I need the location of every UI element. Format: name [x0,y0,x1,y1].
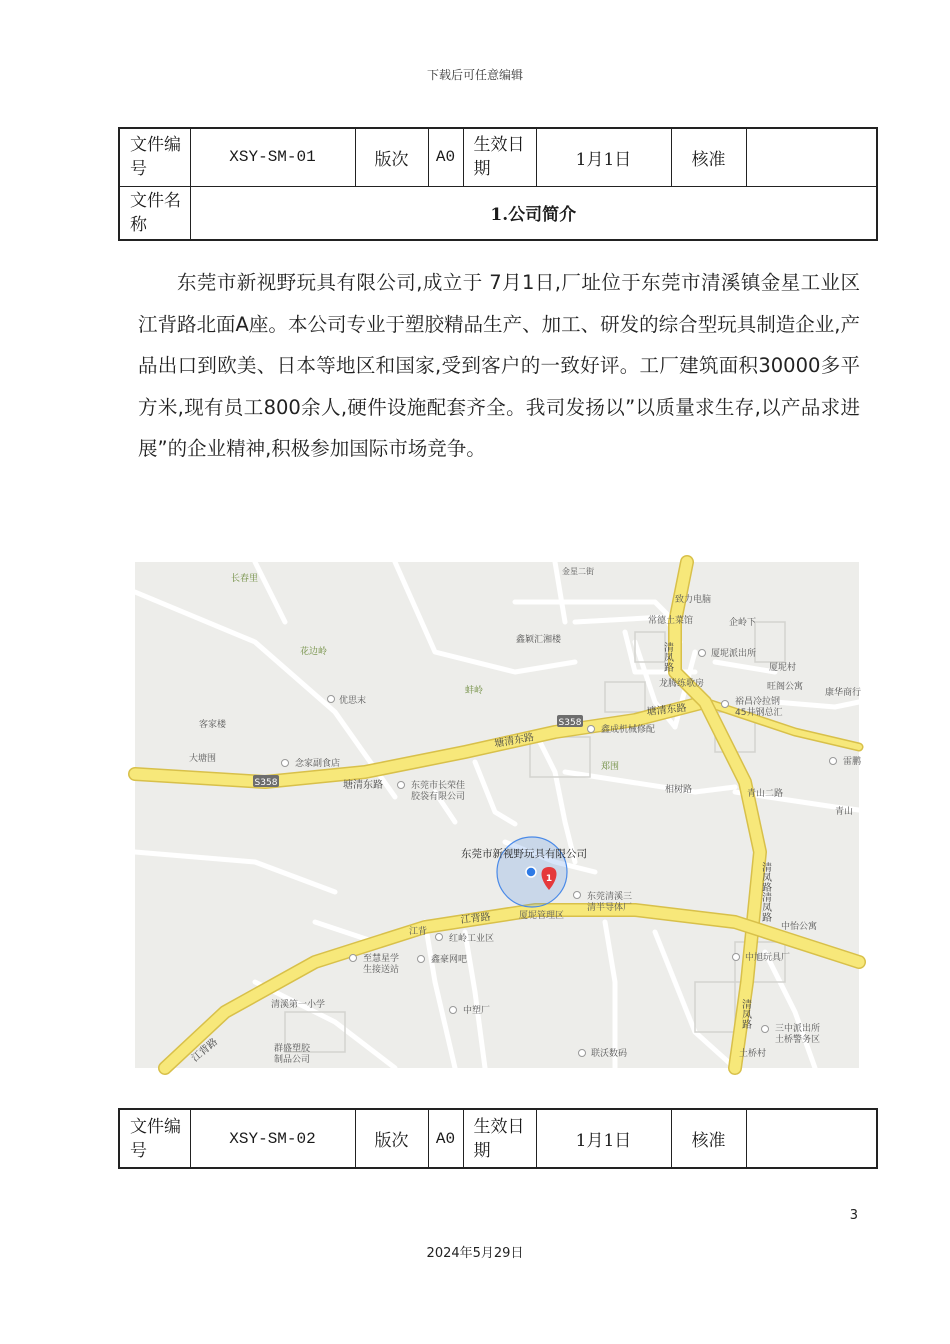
approve-value [746,1109,877,1168]
map-label: 江背 [409,927,428,937]
doc-no-label: 文件编号 [119,1109,190,1168]
map-label: 中怡公寓 [781,922,818,932]
map-label: 联沃数码 [591,1049,628,1059]
map-label: 三中派出所 [775,1024,821,1034]
doc-name-label: 文件名称 [119,186,190,240]
version-value: A0 [428,1109,463,1168]
map-label: 郑围 [601,762,620,772]
map-label: 旺阁公寓 [767,682,804,692]
approve-label: 核准 [671,128,746,186]
doc-no-value: XSY-SM-02 [190,1109,355,1168]
map-label: 制品公司 [274,1055,311,1065]
map-target-label: 东莞市新视野玩具有限公司 [461,848,587,860]
road-label: 清凤路 [739,999,751,1029]
map-label: 中塑厂 [463,1006,491,1016]
map-label: 念家副食店 [295,759,341,769]
map-label: 生接送站 [363,965,400,975]
map-marker-number: 1 [545,874,553,884]
doc-no-value: XSY-SM-01 [190,128,355,186]
map-label: 鑫颖汇湘楼 [516,635,562,645]
map-label: 雷鹏 [843,757,862,767]
current-location-dot [526,867,536,877]
map-label: 青山二路 [747,789,784,799]
road-label: 江背路 [189,1036,220,1065]
road-shield-s358b: S358 [558,718,582,728]
version-label: 版次 [355,128,428,186]
road-label: 江背路 [460,911,492,926]
version-label: 版次 [355,1109,428,1168]
map-label: 胶袋有限公司 [411,792,466,802]
header-note: 下载后可任意编辑 [426,68,523,82]
map-label: 中旭玩具厂 [745,953,791,963]
map-label: 长春里 [231,574,259,584]
document-header-table [118,127,878,241]
next-document-header-table [118,1108,878,1169]
map-label: 金星二街 [562,567,594,576]
map-label: 鑫成机械修配 [601,725,656,735]
map-label: 花边岭 [300,647,328,657]
version-value: A0 [428,128,463,186]
map-label: 东莞市长荣佳 [411,781,466,791]
map-label: 蚌岭 [465,686,484,696]
map-label: 裕昌冷拉钢 [735,697,781,707]
company-intro-paragraph: 东莞市新视野玩具有限公司,成立于 7月1日,厂址位于东莞市清溪镇金星工业区江背路北面A座。本公司专业于塑胶精品生产、加工、研发的综合型玩具制造企业,产品出口到欧美、日本等地区和国家,受到客户的一致好评。工厂建筑面积30000多平方米,现有员工800余人,硬件设施配套齐全。我司发扬以”以质量求生存,以产品求进展”的企业精神,积极参加国际市场竞争。 [138,271,860,460]
map-label: 客家楼 [199,720,227,730]
map-label: 企岭下 [729,618,757,628]
map-label: 青山 [835,807,854,817]
approve-value [746,128,877,186]
map-label: 红岭工业区 [449,934,495,944]
map-label: 群盛塑胶 [274,1044,311,1054]
map-label: 致力电脑 [675,595,712,605]
effective-date-label: 生效日期 [463,128,536,186]
map-label: 优思末 [339,696,367,706]
map-label: 龙腾练歌房 [659,679,705,689]
road-shield-s358a: S358 [254,778,278,788]
road-label: 塘清东路 [646,702,688,718]
map-label: 大塘围 [189,754,217,764]
map-label: 45井钢总汇 [735,708,783,718]
map-label: 土桥村 [739,1049,767,1059]
map-label: 至慧星学 [363,954,400,964]
map-label: 相树路 [665,785,693,795]
map-label: 土桥警务区 [775,1035,821,1045]
effective-date-value: 1月1日 [536,1109,671,1168]
map-label: 常德土菜馆 [648,616,694,626]
map-label: 厦坭村 [769,663,797,673]
approve-label: 核准 [671,1109,746,1168]
map-label: 清溪第一小学 [271,1000,326,1010]
effective-date-value: 1月1日 [536,128,671,186]
location-map[interactable] [135,562,862,1068]
doc-no-label: 文件编号 [119,128,190,186]
road-label: 清凤路 [661,642,673,672]
map-label: 厦坭管理区 [519,911,565,921]
map-label: 康华商行 [825,688,862,698]
map-label: 鑫豪网吧 [431,955,468,965]
map-label: 厦坭派出所 [711,649,757,659]
page-number: 3 [849,1208,858,1223]
road-label: 清凤路清凤路 [759,862,771,922]
doc-title: 1.公司简介 [190,186,877,240]
road-label: 塘清东路 [493,732,535,750]
footer-date: 2024年5月29日 [426,1246,524,1261]
road-label: 塘清东路 [343,780,383,791]
map-label: 清半导体厂 [587,903,633,913]
map-label: 东莞清溪三 [587,892,633,902]
effective-date-label: 生效日期 [463,1109,536,1168]
